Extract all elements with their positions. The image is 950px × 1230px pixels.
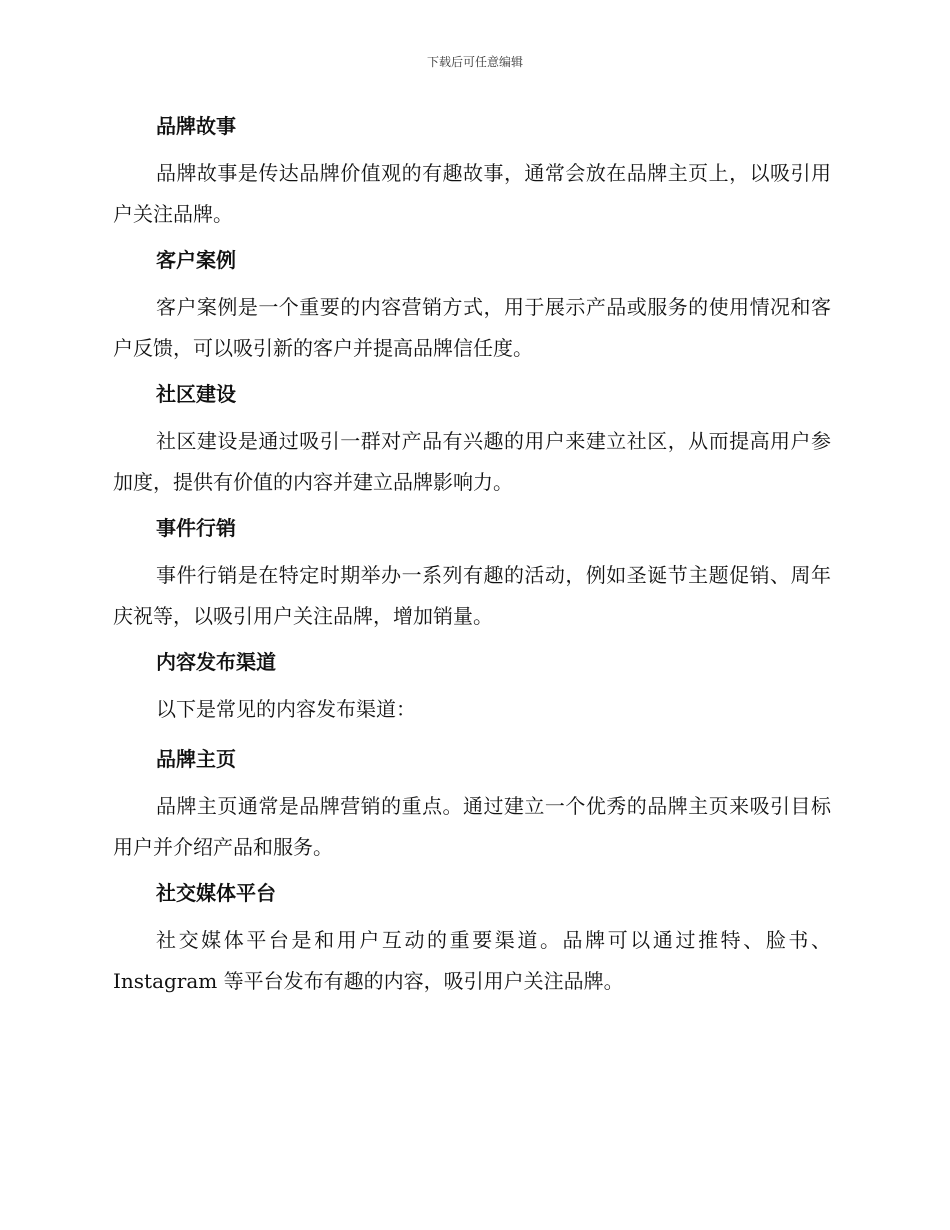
section-title: 客户案例: [156, 248, 236, 272]
section-paragraph: 品牌主页通常是品牌营销的重点。通过建立一个优秀的品牌主页来吸引目标用户并介绍产品和服务。: [113, 794, 831, 859]
section-paragraph: 品牌故事是传达品牌价值观的有趣故事，通常会放在品牌主页上，以吸引用户关注品牌。: [113, 161, 831, 226]
section-paragraph: 客户案例是一个重要的内容营销方式，用于展示产品或服务的使用情况和客户反馈，可以吸引新的客户并提高品牌信任度。: [113, 295, 831, 360]
section-event-marketing: [113, 511, 831, 637]
section-paragraph: 事件行销是在特定时期举办一系列有趣的活动，例如圣诞节主题促销、周年庆祝等，以吸引用户关注品牌，增加销量。: [113, 563, 831, 628]
section-title: 品牌主页: [156, 747, 236, 771]
section-content-channels: [113, 645, 831, 730]
section-paragraph: 社区建设是通过吸引一群对产品有兴趣的用户来建立社区，从而提高用户参加度，提供有价值的内容并建立品牌影响力。: [113, 429, 831, 494]
page-header: 下载后可任意编辑: [426, 55, 523, 69]
section-brand-story: [113, 109, 831, 235]
section-title: 内容发布渠道: [156, 650, 276, 674]
section-social-media: [113, 876, 831, 1002]
section-title: 社交媒体平台: [156, 881, 276, 905]
section-customer-cases: [113, 243, 831, 369]
document-body: [113, 109, 831, 1010]
section-paragraph: 社交媒体平台是和用户互动的重要渠道。品牌可以通过推特、脸书、Instagram 等平台发布有趣的内容，吸引用户关注品牌。: [113, 928, 831, 993]
section-title: 社区建设: [156, 382, 236, 406]
section-paragraph: 以下是常见的内容发布渠道：: [156, 697, 416, 721]
section-community-building: [113, 377, 831, 503]
section-title: 品牌故事: [156, 114, 236, 138]
section-title: 事件行销: [156, 516, 236, 540]
section-brand-homepage: [113, 742, 831, 868]
